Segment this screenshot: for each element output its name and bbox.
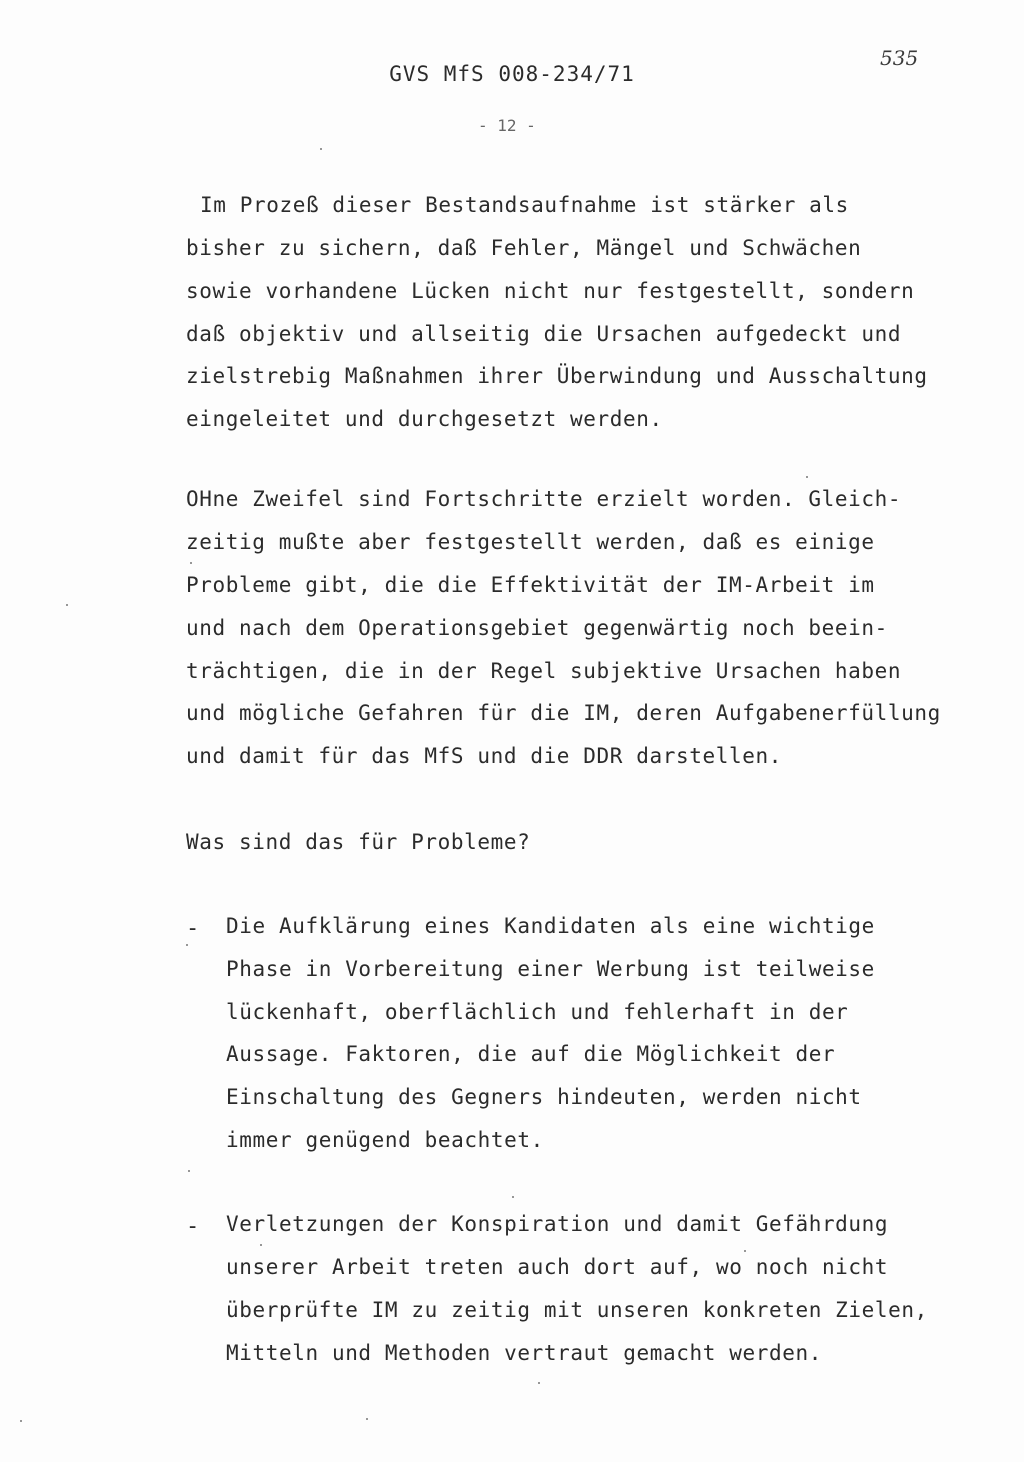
scan-speck — [20, 1420, 22, 1422]
scan-speck — [66, 604, 68, 606]
scan-speck — [512, 1196, 514, 1198]
paragraph1-line-6: eingeleitet und durchgesetzt werden. — [186, 407, 663, 431]
scan-speck — [538, 1382, 540, 1384]
scan-speck — [320, 148, 322, 150]
bullet-1-line-1: Die Aufklärung eines Kandidaten als eine wichtige — [226, 914, 875, 938]
bullet-1-line-4: Aussage. Faktoren, die auf die Möglichkeit der — [226, 1042, 836, 1066]
bullet-2-line-3: überprüfte IM zu zeitig mit unseren konkreten Zielen, — [226, 1298, 928, 1322]
paragraph2-line-4: und nach dem Operationsgebiet gegenwärtig noch beein- — [186, 616, 888, 640]
page-number: 535 — [880, 46, 919, 70]
question-line: Was sind das für Probleme? — [186, 830, 531, 854]
paragraph2-line-1: OHne Zweifel sind Fortschritte erzielt worden. Gleich- — [186, 487, 902, 511]
bullet-1-line-2: Phase in Vorbereitung einer Werbung ist teilweise — [226, 957, 875, 981]
scan-speck — [744, 1250, 746, 1252]
paragraph1-line-3: sowie vorhandene Lücken nicht nur festgestellt, sondern — [186, 279, 915, 303]
document-reference: GVS MfS 008-234/71 — [389, 62, 635, 86]
scan-speck — [366, 1418, 368, 1420]
bullet-2-line-4: Mitteln und Methoden vertraut gemacht werden. — [226, 1341, 822, 1365]
bullet-2-line-1: Verletzungen der Konspiration und damit Gefährdung — [226, 1212, 889, 1236]
scan-speck — [190, 562, 192, 564]
paragraph1-line-2: bisher zu sichern, daß Fehler, Mängel und Schwächen — [186, 236, 862, 260]
paragraph2-line-2: zeitig mußte aber festgestellt werden, daß es einige — [186, 530, 875, 554]
paragraph1-line-4: daß objektiv und allseitig die Ursachen aufgedeckt und — [186, 322, 902, 346]
scan-speck — [260, 1244, 262, 1246]
scan-speck — [806, 476, 808, 478]
bullet-1-line-6: immer genügend beachtet. — [226, 1128, 544, 1152]
bullet-1-line-3: lückenhaft, oberflächlich und fehlerhaft in der — [226, 1000, 849, 1024]
paragraph2-line-5: trächtigen, die in der Regel subjektive Ursachen haben — [186, 659, 902, 683]
scan-speck — [186, 944, 188, 946]
bullet-1-line-5: Einschaltung des Gegners hindeuten, werden nicht — [226, 1085, 862, 1109]
bullet-2-line-2: unserer Arbeit treten auch dort auf, wo noch nicht — [226, 1255, 889, 1279]
bullet-1-dash: - — [186, 916, 200, 941]
scan-speck — [188, 1170, 190, 1172]
paragraph1-line-1: Im Prozeß dieser Bestandsaufnahme ist stärker als — [200, 193, 849, 217]
paragraph1-line-5: zielstrebig Maßnahmen ihrer Überwindung und Ausschaltung — [186, 364, 928, 388]
page-mark: - 12 - — [478, 116, 536, 135]
bullet-2-dash: - — [186, 1214, 200, 1239]
paragraph2-line-3: Probleme gibt, die die Effektivität der IM-Arbeit im — [186, 573, 875, 597]
paragraph2-line-6: und mögliche Gefahren für die IM, deren Aufgabenerfüllung — [186, 701, 941, 725]
paragraph2-line-7: und damit für das MfS und die DDR darstellen. — [186, 744, 782, 768]
